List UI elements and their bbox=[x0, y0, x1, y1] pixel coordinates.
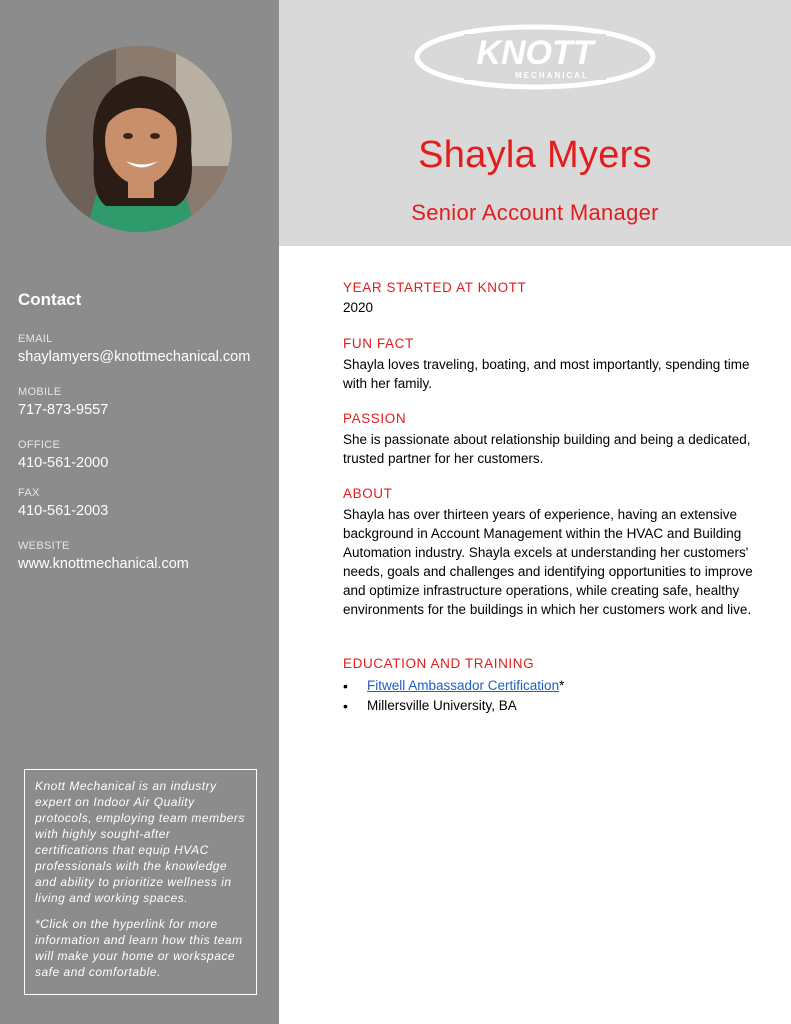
website-value[interactable]: www.knottmechanical.com bbox=[18, 556, 189, 572]
year-started-label: YEAR STARTED AT KNOTT bbox=[343, 280, 527, 295]
section-education bbox=[343, 656, 753, 716]
section-fun-fact bbox=[343, 336, 753, 393]
logo-subtitle: MECHANICAL bbox=[515, 71, 589, 80]
passion-text: She is passionate about relationship building and being a dedicated, trusted partner for her customers. bbox=[343, 432, 751, 466]
link-asterisk: * bbox=[559, 678, 565, 693]
website-label: WEBSITE bbox=[18, 540, 70, 552]
hyperlink-note-text: *Click on the hyperlink for more information and learn how this team will make your home or workspace safe and comfortable. bbox=[35, 917, 243, 979]
fun-fact-text: Shayla loves traveling, boating, and most importantly, spending time with her family. bbox=[343, 357, 750, 391]
passion-label: PASSION bbox=[343, 411, 407, 426]
contact-heading: Contact bbox=[18, 290, 82, 309]
company-note-text: Knott Mechanical is an industry expert on Indoor Air Quality protocols, employing team members with highly sought-after certifications that equip HVAC professionals with the knowledge and ability to prioritize wellness in living and working spaces. bbox=[35, 779, 245, 905]
contact-fax bbox=[18, 487, 276, 519]
company-note-box bbox=[24, 769, 257, 995]
section-about bbox=[343, 486, 753, 619]
about-label: ABOUT bbox=[343, 486, 393, 501]
mobile-value: 717-873-9557 bbox=[18, 402, 109, 418]
list-item bbox=[343, 696, 753, 716]
contact-mobile bbox=[18, 386, 276, 418]
year-started-value: 2020 bbox=[343, 300, 374, 315]
mobile-label: MOBILE bbox=[18, 386, 62, 398]
education-list bbox=[343, 676, 753, 716]
university-text: Millersville University, BA bbox=[367, 698, 517, 713]
knott-mechanical-logo bbox=[412, 22, 658, 92]
office-label: OFFICE bbox=[18, 439, 61, 451]
office-value: 410-561-2000 bbox=[18, 455, 109, 471]
person-name: Shayla Myers bbox=[418, 134, 652, 176]
fitwell-certification-link[interactable]: Fitwell Ambassador Certification bbox=[367, 678, 560, 693]
profile-photo-image bbox=[46, 46, 232, 232]
profile-photo bbox=[46, 46, 232, 232]
education-label: EDUCATION AND TRAINING bbox=[343, 656, 535, 671]
email-label: EMAIL bbox=[18, 333, 53, 345]
email-value[interactable]: shaylamyers@knottmechanical.com bbox=[18, 349, 251, 365]
contact-office bbox=[18, 439, 276, 471]
section-year-started bbox=[343, 280, 753, 317]
person-title: Senior Account Manager bbox=[411, 200, 659, 225]
fax-label: FAX bbox=[18, 487, 40, 499]
logo-wordmark: KNOTT bbox=[476, 34, 594, 72]
about-text: Shayla has over thirteen years of experience, having an extensive background in Account Management within the HVAC and Building Automation industry. Shayla excels at understanding her customers' needs, goals and challenges and identifying opportunities to improve and optimize infrastructure operations, while creating safe, healthy environments for the buildings in which her customers work and live. bbox=[343, 507, 753, 617]
fax-value: 410-561-2003 bbox=[18, 503, 109, 519]
list-item bbox=[343, 676, 753, 696]
fun-fact-label: FUN FACT bbox=[343, 336, 414, 351]
contact-email bbox=[18, 333, 276, 365]
contact-website bbox=[18, 540, 276, 572]
section-passion bbox=[343, 411, 753, 468]
